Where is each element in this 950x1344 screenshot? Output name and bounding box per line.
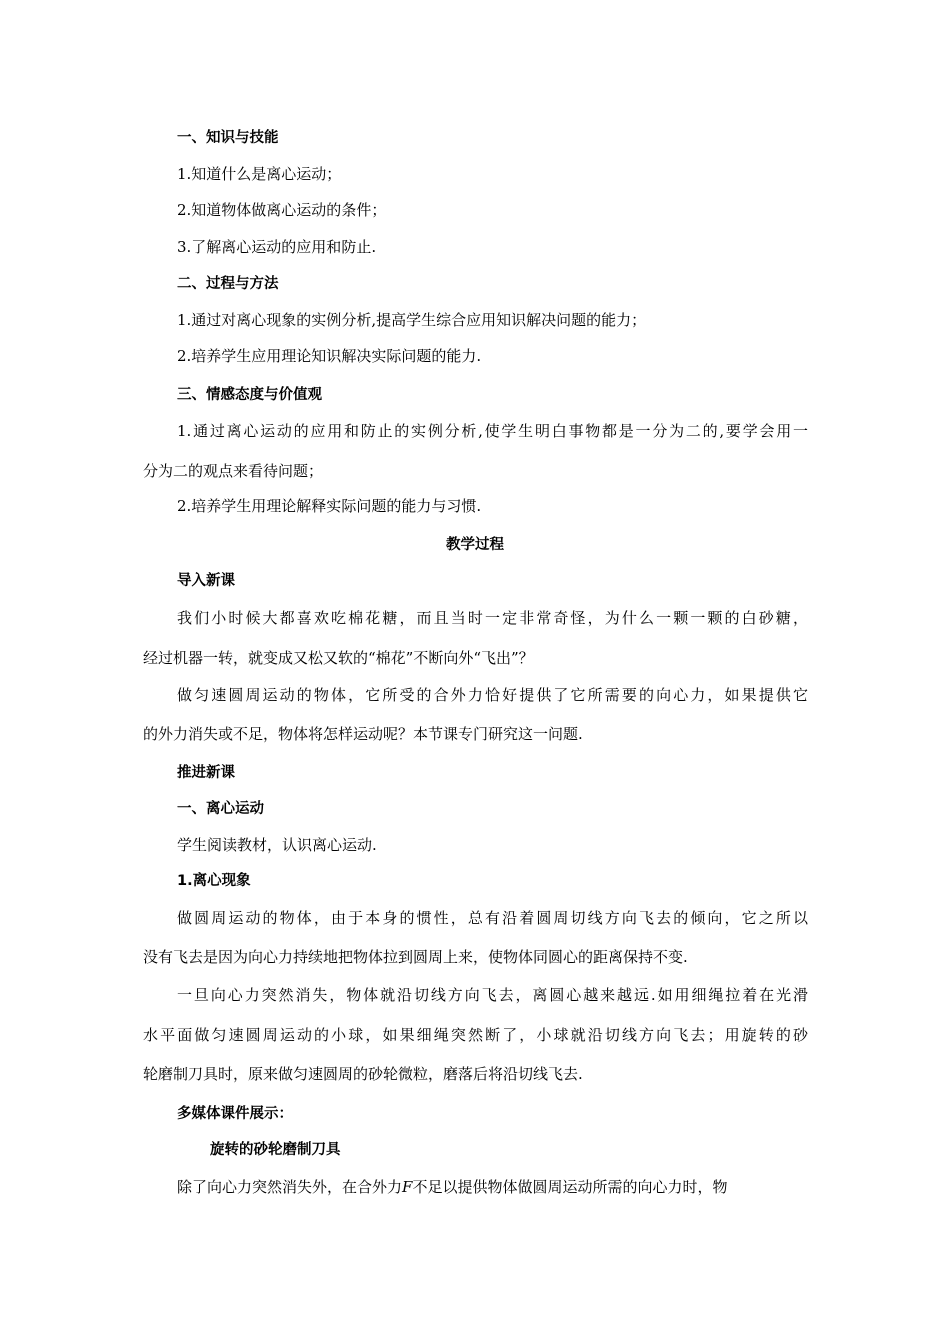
paragraph: 2.培养学生应用理论知识解决实际问题的能力. [177,347,482,365]
paragraph: 2.培养学生用理论解释实际问题的能力与习惯. [177,497,482,515]
paragraph: 没有飞去是因为向心力持续地把物体拉到圆周上来，使物体同圆心的距离保持不变. [143,948,688,966]
figure-caption: 旋转的砂轮磨制刀具 [210,1142,341,1158]
section-heading-advance: 推进新课 [177,765,235,781]
paragraph: 分为二的观点来看待问题； [143,462,324,480]
variable-f: F [402,1178,413,1196]
paragraph: 2.知道物体做离心运动的条件； [177,201,387,219]
paragraph: 1.知道什么是离心运动； [177,165,342,183]
paragraph: 水平面做匀速圆周运动的小球，如果细绳突然断了，小球就沿切线方向飞去；用旋转的砂 [143,1026,808,1044]
text-span: 不足以提供物体做圆周运动所需的向心力时，物 [412,1178,728,1196]
section-heading-intro: 导入新课 [177,573,235,589]
paragraph [177,1177,808,1197]
paragraph: 1.通过离心运动的应用和防止的实例分析,使学生明白事物都是一分为二的,要学会用一 [177,422,808,440]
section-heading-knowledge: 一、知识与技能 [177,130,279,146]
section-heading-emotion: 三、情感态度与价值观 [177,387,322,403]
section-heading-centrifugal: 一、离心运动 [177,801,264,817]
section-heading-multimedia: 多媒体课件展示： [177,1106,293,1122]
paragraph: 经过机器一转，就变成又松又软的“棉花”不断向外“飞出”？ [143,649,534,667]
paragraph: 轮磨制刀具时，原来做匀速圆周的砂轮微粒，磨落后将沿切线飞去. [143,1065,583,1083]
section-heading-phenomenon: 1.离心现象 [177,873,251,889]
page-title: 教学过程 [446,537,504,553]
paragraph: 做圆周运动的物体，由于本身的惯性，总有沿着圆周切线方向飞去的倾向，它之所以 [177,909,808,927]
paragraph: 学生阅读教材，认识离心运动. [177,836,377,854]
paragraph: 我们小时候大都喜欢吃棉花糖，而且当时一定非常奇怪，为什么一颗一颗的白砂糖， [177,609,808,627]
paragraph: 一旦向心力突然消失，物体就沿切线方向飞去，离圆心越来越远.如用细绳拉着在光滑 [177,986,808,1004]
paragraph: 1.通过对离心现象的实例分析,提高学生综合应用知识解决问题的能力； [177,311,647,329]
section-heading-process: 二、过程与方法 [177,276,279,292]
paragraph: 3.了解离心运动的应用和防止. [177,238,377,256]
text-span: 除了向心力突然消失外，在合外力 [177,1178,403,1196]
paragraph: 做匀速圆周运动的物体，它所受的合外力恰好提供了它所需要的向心力，如果提供它 [177,686,808,704]
paragraph: 的外力消失或不足，物体将怎样运动呢？本节课专门研究这一问题. [143,725,583,743]
